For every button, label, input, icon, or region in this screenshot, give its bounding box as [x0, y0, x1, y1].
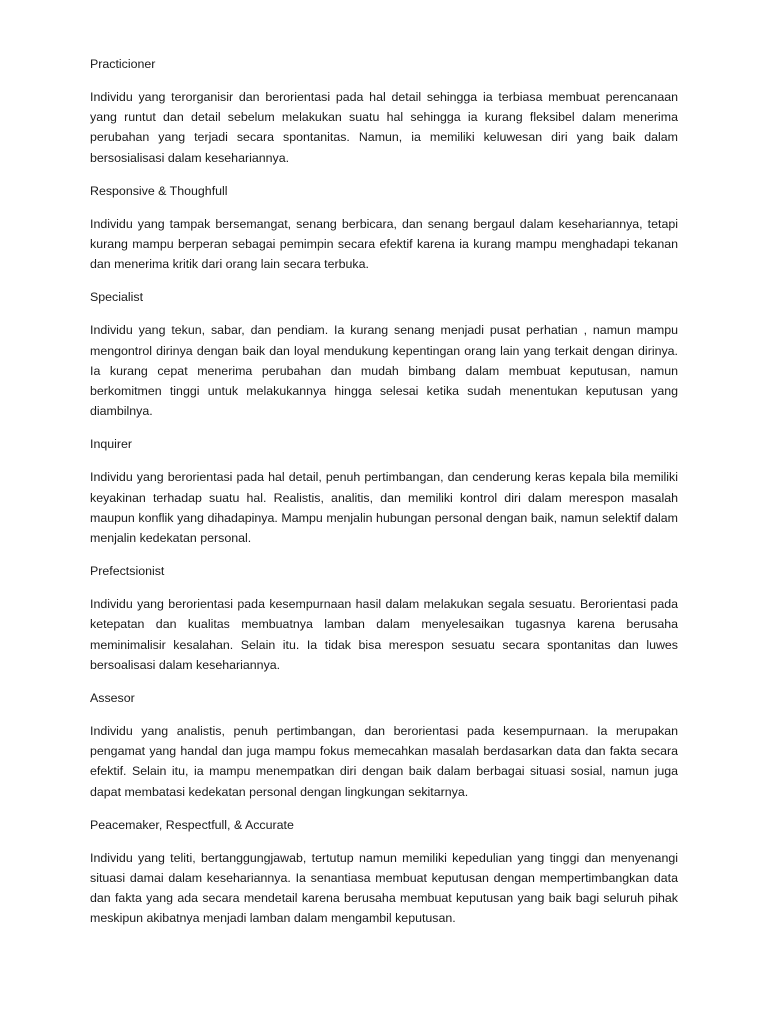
section-heading: Peacemaker, Respectfull, & Accurate	[90, 817, 294, 832]
section-responsive-thoughfull	[90, 181, 678, 275]
section-heading: Prefectsionist	[90, 564, 165, 579]
section-heading: Specialist	[90, 290, 144, 305]
section-heading: Assesor	[90, 691, 135, 706]
section-practicioner	[90, 54, 678, 168]
section-prefectsionist	[90, 561, 678, 675]
section-body: Individu yang teliti, bertanggungjawab, tertutup namun memiliki kepedulian yang tinggi dan menyenangi situasi damai dalam kesehariannya. Ia senantiasa membuat keputusan dengan mempertimbangkan data dan fakta yang ada secara mendetail karena berusaha membuat keputusan yang baik bagi seluruh pihak meskipun akibatnya menjadi lamban dalam mengambil keputusan.	[90, 850, 678, 926]
document-page	[90, 54, 678, 942]
section-body: Individu yang tampak bersemangat, senang berbicara, dan senang bergaul dalam kesehariannya, tetapi kurang mampu berperan sebagai pemimpin secara efektif karena ia kurang mampu menghadapi tekanan dan menerima kritik dari orang lain secara terbuka.	[90, 216, 678, 272]
section-body: Individu yang terorganisir dan berorientasi pada hal detail sehingga ia terbiasa membuat perencanaan yang runtut dan detail sebelum melakukan suatu hal sehingga ia kurang fleksibel dalam menerima perubahan yang terjadi secara spontanitas. Namun, ia memiliki keluwesan diri yang baik dalam bersosialisasi dalam kesehariannya.	[90, 90, 678, 165]
section-body: Individu yang analistis, penuh pertimbangan, dan berorientasi pada kesempurnaan. Ia merupakan pengamat yang handal dan juga mampu fokus memecahkan masalah berdasarkan data dan fakta secara efektif. Selain itu, ia mampu menempatkan diri dengan baik dalam berbagai situasi sosial, namun juga dapat membatasi kedekatan personal dengan lingkungan sekitarnya.	[90, 724, 678, 799]
section-specialist	[90, 287, 678, 421]
section-heading: Responsive & Thoughfull	[90, 183, 228, 198]
section-peacemaker-respectfull-accurate	[90, 815, 678, 929]
section-assesor	[90, 688, 678, 802]
section-body: Individu yang tekun, sabar, dan pendiam. Ia kurang senang menjadi pusat perhatian , namun mampu mengontrol dirinya dengan baik dan loyal mendukung kepentingan orang lain yang terkait dengan dirinya. Ia kurang cepat menerima perubahan dan mudah bimbang dalam membuat keputusan, namun berkomitmen tinggi untuk melakukannya hingga selesai ketika sudah menentukan keputusan yang diambilnya.	[90, 323, 678, 419]
section-inquirer	[90, 434, 678, 548]
section-heading: Practicioner	[90, 57, 156, 71]
section-body: Individu yang berorientasi pada kesempurnaan hasil dalam melakukan segala sesuatu. Berorientasi pada ketepatan dan kualitas membuatnya lamban dalam menyelesaikan tugasnya karena berusaha meminimalisir kesalahan. Selain itu. Ia tidak bisa merespon sesuatu secara spontanitas dan luwes bersoalisasi dalam kesehariannya.	[90, 597, 678, 672]
section-heading: Inquirer	[90, 437, 133, 452]
section-body: Individu yang berorientasi pada hal detail, penuh pertimbangan, dan cenderung keras kepala bila memiliki keyakinan terhadap suatu hal. Realistis, analitis, dan memiliki kontrol diri dalam merespon masalah maupun konflik yang dihadapinya. Mampu menjalin hubungan personal dengan baik, namun selektif dalam menjalin kedekatan personal.	[90, 470, 678, 546]
